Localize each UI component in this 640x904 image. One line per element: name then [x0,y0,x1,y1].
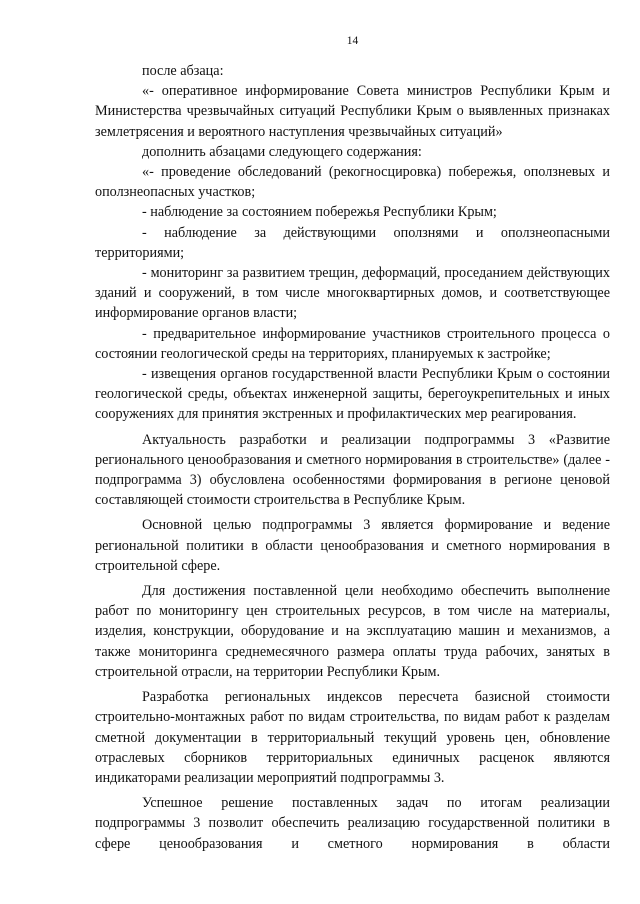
paragraph-list-item: - наблюдение за состоянием побережья Республики Крым; [142,204,497,221]
paragraph-list-item: «- проведение обследований (рекогносцировка) побережья, оползневых и оползнеопасных участков; [95,164,610,201]
paragraph-goal-achievement: Для достижения поставленной цели необходимо обеспечить выполнение работ по мониторингу цен строительных ресурсов, в том числе на материалы, изделия, конструкции, оборудование и на эксплуатацию машин и механизмов, а также мониторинга среднемесячного размера оплаты труда рабочих, занятых в строительной отрасли, на территории Республики Крым. [95,583,610,680]
paragraph-list-item: - наблюдение за действующими оползнями и оползнеопасными территориями; [95,224,610,261]
paragraph-list-item: - мониторинг за развитием трещин, деформаций, проседанием действующих зданий и сооружений, в том числе многоквартирных домов, и соответствующее информирование органов власти; [95,265,610,322]
paragraph-list-item: - предварительное информирование участников строительного процесса о состоянии геологической среды на территориях, планируемых к застройке; [95,325,610,362]
document-page [95,0,610,904]
paragraph-success: Успешное решение поставленных задач по итогам реализации подпрограммы 3 позволит обеспечить реализацию государственной политики в сфере ценообразования и сметного нормирования в области [95,795,610,852]
paragraph-main-goal: Основной целью подпрограммы 3 является формирование и ведение региональной политики в области ценообразования и сметного нормирования в строительной сфере. [95,517,610,574]
paragraph-indices: Разработка региональных индексов пересчета базисной стоимости строительно-монтажных работ по видам строительства, по видам работ к разделам сметной документации в территориальный текущий уровень цен, обновление отраслевых сборников территориальных единичных расценок являются индикаторами реализации мероприятий подпрограммы 3. [95,689,610,786]
paragraph-relevance: Актуальность разработки и реализации подпрограммы 3 «Развитие регионального ценообразования и сметного нормирования в строительстве» (далее - подпрограмма 3) обусловлена особенностями формирования в регионе ценовой составляющей стоимости строительства в Республике Крым. [95,431,610,509]
paragraph-after-clause: после абзаца: [142,63,224,79]
paragraph-amend-instruction: дополнить абзацами следующего содержания: [142,143,422,160]
document-body [95,61,610,854]
paragraph-quoted-item: «- оперативное информирование Совета министров Республики Крым и Министерства чрезвычайных ситуаций Республики Крым о выявленных признаках землетрясения и вероятного наступления чрезвычайных ситуаций» [95,83,610,140]
paragraph-list-item: - извещения органов государственной власти Республики Крым о состоянии геологической среды, объектах инженерной защиты, берегоукрепительных и иных сооружениях для принятия экстренных и профилактических мер реагирования. [95,366,610,423]
page-number: 14 [346,35,359,47]
